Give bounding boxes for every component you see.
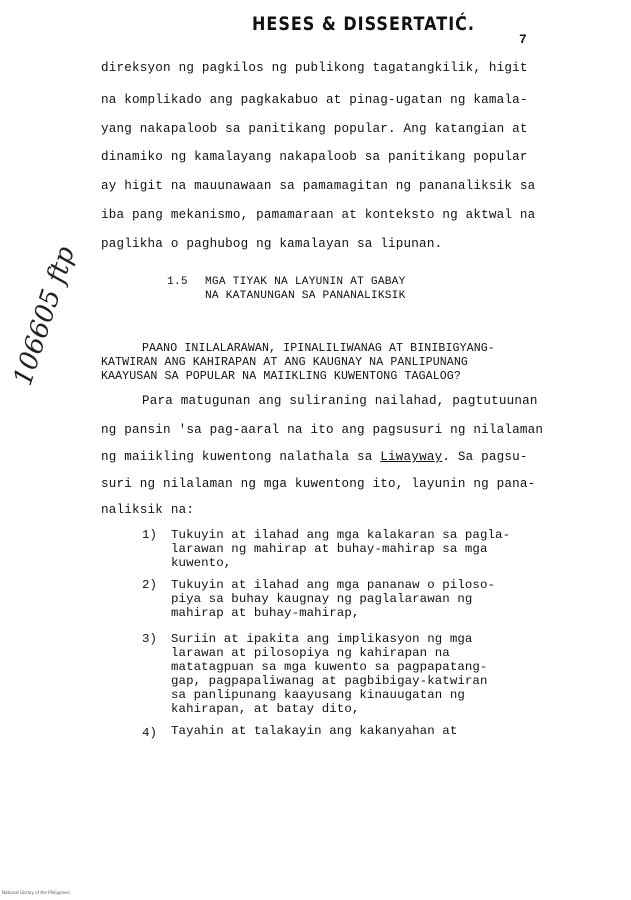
- objective-line: Tukuyin at ilahad ang mga kalakaran sa pagla-: [171, 528, 511, 542]
- objective-number: 3): [142, 632, 158, 646]
- page-number: 7: [519, 32, 527, 47]
- objective-line: Tayahin at talakayin ang kakanyahan at: [171, 724, 458, 738]
- paragraph-text: . Sa pagsu-: [442, 450, 528, 464]
- objective-line: piya sa buhay kaugnay ng paglalarawan ng: [171, 592, 473, 606]
- objective-line: larawan ng mahirap at buhay-mahirap sa mga: [171, 542, 488, 556]
- paragraph-line: paglikha o paghubog ng kamalayan sa lipunan.: [101, 237, 443, 251]
- publication-title: Liwayway: [380, 450, 443, 464]
- objective-line: kuwento,: [171, 556, 232, 570]
- paragraph-line: direksyon ng pagkilos ng publikong tagatangkilik, higit: [101, 61, 528, 75]
- objective-number: 2): [142, 578, 158, 592]
- paragraph-line: iba pang mekanismo, pamamaraan at konteksto ng aktwal na: [101, 208, 536, 222]
- objective-line: matatagpuan sa mga kuwento sa pagpapatang-: [171, 660, 488, 674]
- paragraph-line: [101, 450, 528, 464]
- paragraph-line: naliksik na:: [101, 503, 195, 517]
- section-title-line2: NA KATANUNGAN SA PANANALIKSIK: [205, 290, 406, 302]
- objective-line: sa panlipunang kaayusang kinauugatan ng: [171, 688, 465, 702]
- objective-number: 4): [142, 726, 158, 740]
- paragraph-line: dinamiko ng kamalayang nakapaloob sa panitikang popular: [101, 150, 528, 164]
- paragraph-line: suri ng nilalaman ng mga kuwentong ito, layunin ng pana-: [101, 477, 536, 491]
- handwritten-accession-number: 106605 ftp: [8, 242, 82, 390]
- paragraph-line: Para matugunan ang suliraning nailahad, pagtutuunan: [142, 394, 538, 408]
- research-question-line: KATWIRAN ANG KAHIRAPAN AT ANG KAUGNAY NA PANLIPUNANG: [101, 356, 468, 369]
- objective-line: mahirap at buhay-mahirap,: [171, 606, 360, 620]
- objective-line: Suriin at ipakita ang implikasyon ng mga: [171, 632, 473, 646]
- paragraph-line: yang nakapaloob sa panitikang popular. Ang katangian at: [101, 122, 528, 136]
- footer-source: National Library of the Philippines: [2, 890, 70, 895]
- objective-number: 1): [142, 528, 158, 542]
- objective-line: gap, pagpapaliwanag at pagbibigay-katwiran: [171, 674, 488, 688]
- library-stamp: HESES & DISSERTATIĆ̈.: [252, 12, 475, 35]
- paragraph-line: na komplikado ang pagkakabuo at pinag-ugatan ng kamala-: [101, 93, 528, 107]
- paragraph-line: ng pansin 'sa pag-aaral na ito ang pagsusuri ng nilalaman: [101, 423, 544, 437]
- section-number: 1.5: [167, 276, 188, 288]
- research-question-line: PAANO INILALARAWAN, IPINALILIWANAG AT BINIBIGYANG-: [142, 342, 495, 355]
- objective-line: kahirapan, at batay dito,: [171, 702, 360, 716]
- paragraph-text: ng maiikling kuwentong nalathala sa: [101, 450, 381, 464]
- objective-line: Tukuyin at ilahad ang mga pananaw o piloso-: [171, 578, 496, 592]
- objective-line: larawan at pilosopiya ng kahirapan na: [171, 646, 450, 660]
- paragraph-line: ay higit na mauunawaan sa pamamagitan ng pananaliksik sa: [101, 179, 536, 193]
- research-question-line: KAAYUSAN SA POPULAR NA MAIIKLING KUWENTONG TAGALOG?: [101, 370, 461, 383]
- section-title-line1: MGA TIYAK NA LAYUNIN AT GABAY: [205, 276, 406, 288]
